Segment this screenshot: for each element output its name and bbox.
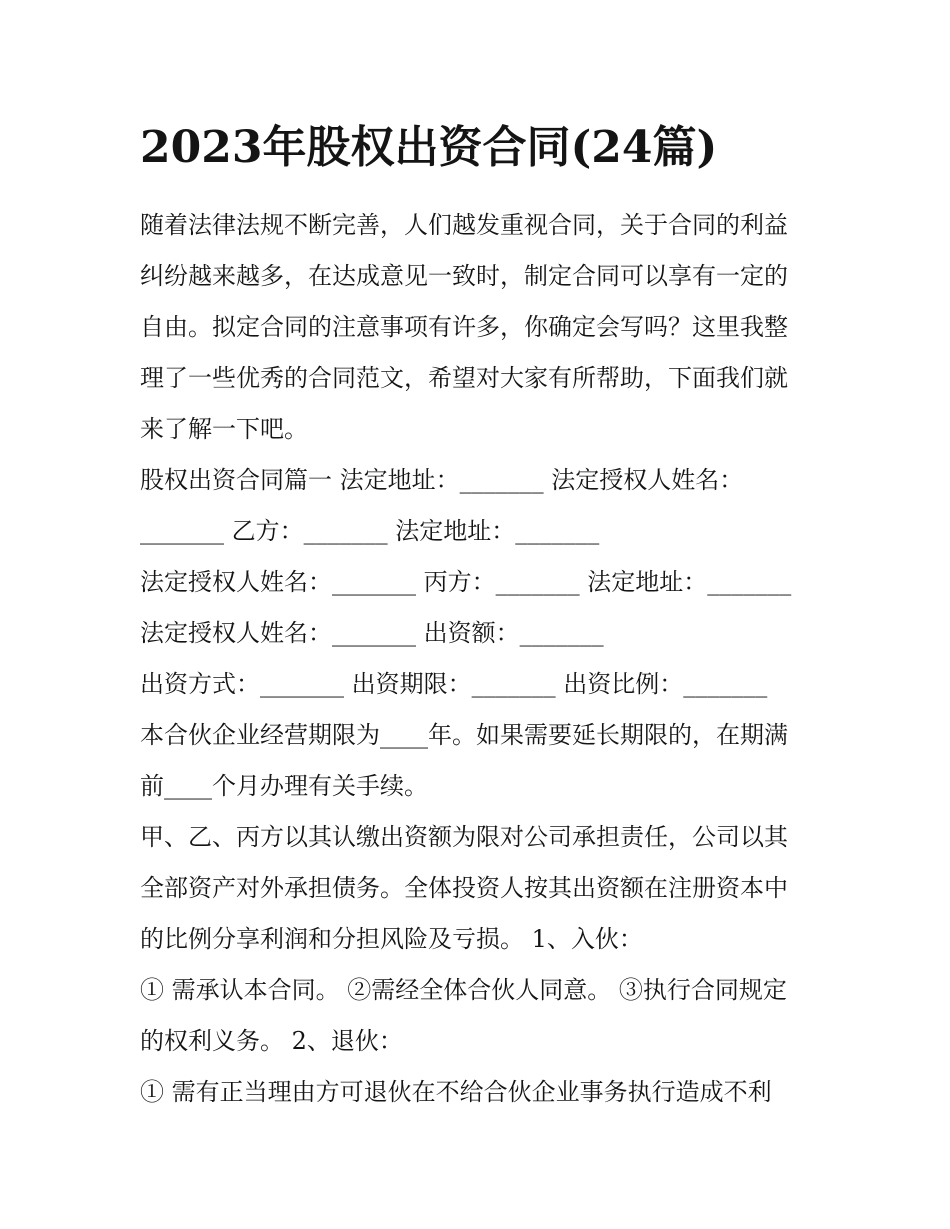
paragraph-line: 自由。拟定合同的注意事项有许多，你确定会写吗？这里我整 (140, 313, 788, 341)
paragraph-line: ① 需有正当理由方可退伙在不给合伙企业事务执行造成不利 (140, 1078, 772, 1106)
paragraph-line: 的比例分享利润和分担风险及亏损。 1、入伙： (140, 925, 643, 953)
paragraph-line: 前____个月办理有关手续。 (140, 772, 428, 800)
paragraph-line: ① 需承认本合同。 ②需经全体合伙人同意。 ③执行合同规定 (140, 976, 787, 1004)
paragraph-line: 本合伙企业经营期限为____年。如果需要延长期限的，在期满 (140, 721, 788, 749)
paragraph-line: 法定授权人姓名：_______ 出资额：_______ (140, 619, 604, 647)
document-title: 2023年股权出资合同(24篇) (140, 122, 718, 173)
paragraph-line: 理了一些优秀的合同范文，希望对大家有所帮助，下面我们就 (140, 364, 788, 392)
paragraph-line: 全部资产对外承担债务。全体投资人按其出资额在注册资本中 (140, 874, 788, 902)
paragraph-line: 的权利义务。 2、退伙： (140, 1027, 403, 1055)
paragraph-line: _______ 乙方：_______ 法定地址：_______ (140, 517, 600, 545)
paragraph-line: 法定授权人姓名：_______ 丙方：_______ 法定地址：_______ (140, 568, 792, 596)
paragraph-line: 甲、乙、丙方以其认缴出资额为限对公司承担责任，公司以其 (140, 823, 788, 851)
paragraph-line: 来了解一下吧。 (140, 415, 308, 443)
document-body (140, 200, 812, 1118)
paragraph-line: 随着法律法规不断完善，人们越发重视合同，关于合同的利益 (140, 211, 788, 239)
paragraph-line: 股权出资合同篇一 法定地址：_______ 法定授权人姓名： (140, 466, 744, 494)
paragraph-line: 纠纷越来越多，在达成意见一致时，制定合同可以享有一定的 (140, 262, 788, 290)
paragraph-line: 出资方式：_______ 出资期限：_______ 出资比例：_______ (140, 670, 768, 698)
